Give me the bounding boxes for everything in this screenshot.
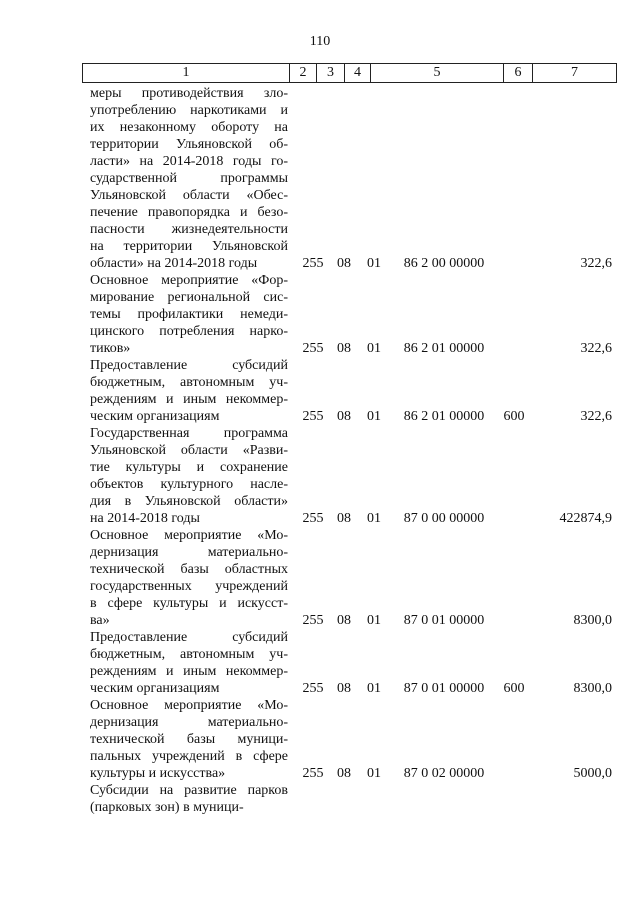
row-name-line: (парковых зон) в муници- <box>90 800 244 815</box>
col-header-6: 6 <box>504 64 533 82</box>
subsection-code-cell: 01 <box>367 681 381 696</box>
row-name-line: дернизация материально- <box>90 715 288 730</box>
target-article-cell: 86 2 00 00000 <box>403 256 485 271</box>
amount-cell: 422874,9 <box>559 511 612 526</box>
subsection-code-cell: 01 <box>367 409 381 424</box>
admin-code-cell: 255 <box>302 511 324 526</box>
table-row <box>0 697 640 782</box>
target-article-cell: 87 0 02 00000 <box>403 766 485 781</box>
expense-type-cell <box>499 612 529 629</box>
expense-type-cell: 600 <box>503 409 525 424</box>
amount-cell <box>540 799 612 816</box>
col-header-5: 5 <box>371 64 504 82</box>
target-article-cell: 87 0 01 00000 <box>403 613 485 628</box>
row-name-line: на 2014-2018 годы <box>90 511 200 526</box>
subsection-code-cell: 01 <box>367 341 381 356</box>
row-name-line: Предоставление субсидий <box>90 630 288 645</box>
row-name-line: печение правопорядка и безо- <box>90 205 288 220</box>
row-name-line: Ульяновской области «Разви- <box>90 443 288 458</box>
row-name <box>90 697 288 782</box>
row-name-line: ласти» на 2014-2018 годы го- <box>90 154 288 169</box>
target-article-cell <box>394 799 494 816</box>
row-name-line: Субсидии на развитие парков <box>90 783 288 798</box>
row-name <box>90 782 288 816</box>
row-name <box>90 425 288 527</box>
row-name <box>90 629 288 697</box>
table-row <box>0 782 640 816</box>
row-name-line: пальных учреждений в сфере <box>90 749 288 764</box>
section-code-cell: 08 <box>337 511 351 526</box>
subsection-code-cell: 01 <box>367 511 381 526</box>
row-name-line: Ульяновской области «Обес- <box>90 188 288 203</box>
admin-code-cell: 255 <box>302 681 324 696</box>
row-name-line: дия в Ульяновской области» <box>90 494 288 509</box>
col-header-7: 7 <box>571 65 578 80</box>
row-name-line: государственных учреждений <box>90 579 288 594</box>
row-name <box>90 357 288 425</box>
row-name-line: ва» <box>90 613 110 628</box>
section-code-cell: 08 <box>337 613 351 628</box>
row-name <box>90 85 288 272</box>
subsection-code-cell: 01 <box>367 766 381 781</box>
row-name-line: области» на 2014-2018 годы <box>90 256 258 271</box>
expense-type-cell <box>499 799 529 816</box>
row-name-line: на территории Ульяновской <box>90 239 288 254</box>
expense-type-cell <box>499 765 529 782</box>
row-name-line: дернизация материально- <box>90 545 288 560</box>
section-code-cell: 08 <box>337 766 351 781</box>
row-name <box>90 527 288 629</box>
row-name-line: бюджетным, автономным уч- <box>90 647 288 662</box>
row-name-line: цинского потребления нарко- <box>90 324 288 339</box>
amount-cell: 8300,0 <box>573 613 612 628</box>
amount-cell: 5000,0 <box>573 766 612 781</box>
amount-cell: 322,6 <box>580 256 612 271</box>
admin-code-cell: 255 <box>302 766 324 781</box>
row-name-line: употреблению наркотиками и <box>90 103 288 118</box>
row-name-line: мирование региональной сис- <box>90 290 288 305</box>
amount-cell: 322,6 <box>580 341 612 356</box>
row-name-line: реждениям и иным некоммер- <box>90 392 288 407</box>
row-name-line: территории Ульяновской об- <box>90 137 288 152</box>
expense-type-cell: 600 <box>503 681 525 696</box>
table-row <box>0 527 640 629</box>
col-header-2: 2 <box>290 64 317 82</box>
row-name-line: в сфере культуры и искусст- <box>90 596 288 611</box>
row-name-line: реждениям и иным некоммер- <box>90 664 288 679</box>
table-row <box>0 272 640 357</box>
admin-code-cell: 255 <box>302 341 324 356</box>
admin-code-cell: 255 <box>302 409 324 424</box>
col-header-1: 1 <box>83 64 290 82</box>
section-code-cell: 08 <box>337 681 351 696</box>
row-name-line: Основное мероприятие «Мо- <box>90 698 288 713</box>
section-code-cell: 08 <box>337 256 351 271</box>
row-name-line: ческим организациям <box>90 409 220 424</box>
table-header <box>82 63 617 83</box>
row-name-line: бюджетным, автономным уч- <box>90 375 288 390</box>
row-name <box>90 272 288 357</box>
row-name-line: Предоставление субсидий <box>90 358 288 373</box>
row-name-line: тиков» <box>90 341 131 356</box>
row-name-line: ческим организациям <box>90 681 220 696</box>
expense-type-cell <box>499 340 529 357</box>
row-name-line: Основное мероприятие «Мо- <box>90 528 288 543</box>
table-row <box>0 629 640 697</box>
row-name-line: объектов культурного насле- <box>90 477 288 492</box>
admin-code-cell: 255 <box>302 256 324 271</box>
admin-code-cell <box>299 799 327 816</box>
row-name-line: Основное мероприятие «Фор- <box>90 273 288 288</box>
target-article-cell: 86 2 01 00000 <box>403 409 485 424</box>
row-name-line: культуры и искусства» <box>90 766 226 781</box>
subsection-code-cell <box>362 799 386 816</box>
row-name-line: сударственной программы <box>90 171 288 186</box>
page-number: 110 <box>309 34 331 49</box>
row-name-line: их незаконному обороту на <box>90 120 288 135</box>
subsection-code-cell: 01 <box>367 256 381 271</box>
table-row <box>0 425 640 527</box>
row-name-line: темы профилактики немеди- <box>90 307 288 322</box>
row-name-line: пасности жизнедеятельности <box>90 222 288 237</box>
row-name-line: технической базы муници- <box>90 732 288 747</box>
col-header-3: 3 <box>317 64 345 82</box>
section-code-cell: 08 <box>337 341 351 356</box>
col-header-4: 4 <box>345 64 371 82</box>
admin-code-cell: 255 <box>302 613 324 628</box>
target-article-cell: 87 0 01 00000 <box>403 681 485 696</box>
table-row <box>0 357 640 425</box>
row-name-line: тие культуры и сохранение <box>90 460 288 475</box>
target-article-cell: 87 0 00 00000 <box>403 511 485 526</box>
row-name-line: меры противодействия зло- <box>90 86 288 101</box>
section-code-cell <box>331 799 357 816</box>
amount-cell: 322,6 <box>580 409 612 424</box>
expense-type-cell <box>499 255 529 272</box>
target-article-cell: 86 2 01 00000 <box>403 341 485 356</box>
amount-cell: 8300,0 <box>573 681 612 696</box>
section-code-cell: 08 <box>337 409 351 424</box>
subsection-code-cell: 01 <box>367 613 381 628</box>
row-name-line: технической базы областных <box>90 562 288 577</box>
table-row <box>0 85 640 272</box>
row-name-line: Государственная программа <box>90 426 288 441</box>
expense-type-cell <box>499 510 529 527</box>
